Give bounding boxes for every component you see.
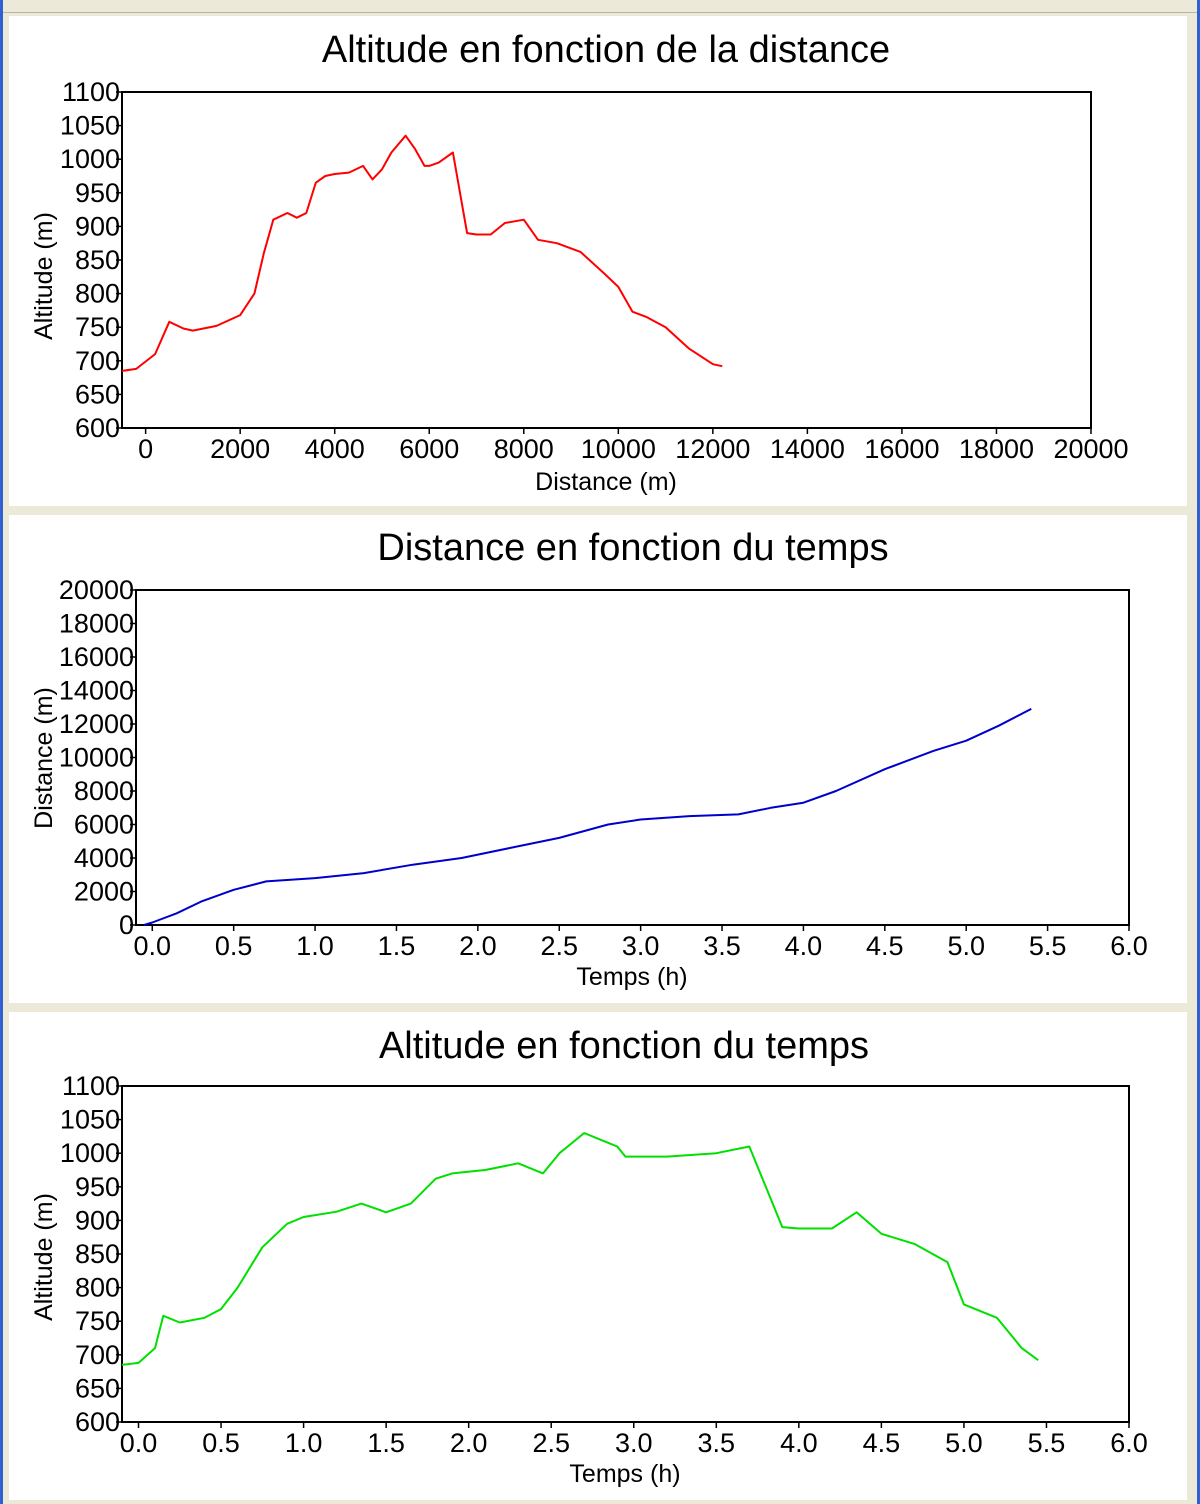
x-tick-label: 2.5: [532, 1428, 570, 1458]
x-tick-label: 10000: [580, 434, 656, 464]
x-tick-label: 2000: [210, 434, 271, 464]
y-tick-label: 850: [74, 1239, 120, 1269]
x-tick-label: 2.0: [459, 931, 497, 961]
x-tick-label: 0.0: [119, 1428, 158, 1458]
y-tick-label: 950: [74, 1171, 120, 1202]
chart-altitude-time: [9, 1012, 1187, 1500]
y-tick-label: 16000: [58, 642, 134, 672]
x-tick-label: 4.5: [862, 1428, 901, 1458]
x-tick-label: 3.0: [614, 1428, 653, 1458]
y-tick-label: 8000: [73, 776, 134, 806]
chart-altitude-distance: [9, 16, 1187, 506]
plot-frame: [122, 92, 1091, 428]
x-tick-label: 1.5: [377, 931, 416, 961]
y-tick-label: 1100: [61, 1071, 120, 1101]
x-tick-label: 14000: [769, 434, 845, 464]
y-tick-label: 800: [74, 1272, 120, 1303]
window-frame-left: [0, 0, 3, 1504]
y-tick-label: 18000: [58, 608, 134, 639]
y-tick-label: 600: [74, 1407, 120, 1437]
y-tick-label: 1100: [61, 77, 120, 107]
x-tick-label: 4.5: [866, 931, 904, 961]
x-tick-label: 4.0: [784, 931, 823, 961]
x-tick-label: 6000: [399, 434, 460, 464]
y-tick-label: 1000: [59, 1138, 120, 1169]
x-tick-label: 16000: [864, 434, 940, 464]
y-axis-label: Altitude (m): [30, 1193, 58, 1321]
y-tick-label: 900: [74, 1205, 120, 1236]
x-tick-label: 6.0: [1110, 931, 1148, 961]
x-axis-label: Distance (m): [535, 468, 677, 496]
x-tick-label: 0.5: [202, 1428, 240, 1458]
x-axis-label: Temps (h): [576, 963, 688, 991]
x-tick-label: 6.0: [1110, 1428, 1148, 1458]
x-tick-label: 5.0: [945, 1428, 983, 1458]
y-tick-label: 2000: [73, 876, 134, 907]
y-tick-label: 1050: [59, 110, 120, 141]
x-tick-label: 3.0: [621, 931, 660, 961]
chart-title: Altitude en fonction de la distance: [321, 29, 891, 71]
x-tick-label: 2.5: [540, 931, 579, 961]
y-tick-label: 700: [74, 345, 120, 376]
y-tick-label: 700: [74, 1339, 120, 1370]
x-tick-label: 1.0: [296, 931, 334, 961]
x-tick-label: 4.0: [780, 1428, 818, 1458]
y-tick-label: 850: [74, 245, 120, 275]
x-tick-label: 5.0: [947, 931, 985, 961]
chart-panel-distance-time: [9, 515, 1187, 1003]
y-tick-label: 900: [74, 211, 120, 242]
chart-panel-altitude-time: [9, 1012, 1187, 1500]
y-tick-label: 0: [118, 910, 134, 940]
plot-frame: [122, 1086, 1129, 1422]
x-tick-label: 2.0: [449, 1428, 488, 1458]
plot-frame: [136, 590, 1129, 925]
y-tick-label: 600: [74, 413, 120, 443]
y-tick-label: 750: [74, 312, 120, 343]
x-tick-label: 5.5: [1028, 931, 1067, 961]
y-axis-label: Distance (m): [30, 687, 58, 829]
x-tick-label: 8000: [493, 434, 554, 464]
y-tick-label: 14000: [58, 675, 134, 706]
y-tick-label: 6000: [73, 809, 134, 840]
x-tick-label: 1.0: [284, 1428, 323, 1458]
y-tick-label: 1000: [59, 144, 120, 175]
x-tick-label: 3.5: [703, 931, 741, 961]
chart-title: Altitude en fonction du temps: [378, 1025, 870, 1067]
y-axis-label: Altitude (m): [30, 212, 58, 340]
y-tick-label: 800: [74, 278, 120, 309]
x-tick-label: 3.5: [697, 1428, 736, 1458]
x-tick-label: 0.5: [214, 931, 253, 961]
y-tick-label: 1050: [59, 1104, 120, 1135]
x-tick-label: 1.5: [367, 1428, 405, 1458]
x-tick-label: 5.5: [1027, 1428, 1066, 1458]
x-tick-label: 0: [138, 434, 154, 464]
top-toolbar-strip: [3, 0, 1197, 13]
y-tick-label: 10000: [58, 742, 134, 773]
x-tick-label: 0.0: [133, 931, 172, 961]
y-tick-label: 20000: [58, 575, 134, 605]
y-tick-label: 650: [74, 1373, 120, 1404]
x-axis-label: Temps (h): [569, 1460, 681, 1488]
x-tick-label: 18000: [958, 434, 1035, 464]
y-tick-label: 950: [74, 177, 120, 208]
y-tick-label: 4000: [73, 843, 134, 873]
chart-distance-time: [9, 515, 1187, 1003]
y-tick-label: 12000: [58, 709, 134, 739]
y-tick-label: 650: [74, 379, 120, 410]
chart-title: Distance en fonction du temps: [377, 527, 889, 569]
y-tick-label: 750: [74, 1306, 120, 1337]
x-tick-label: 12000: [675, 434, 751, 464]
x-tick-label: 4000: [304, 434, 365, 464]
x-tick-label: 20000: [1053, 434, 1129, 464]
chart-panel-altitude-distance: [9, 16, 1187, 506]
